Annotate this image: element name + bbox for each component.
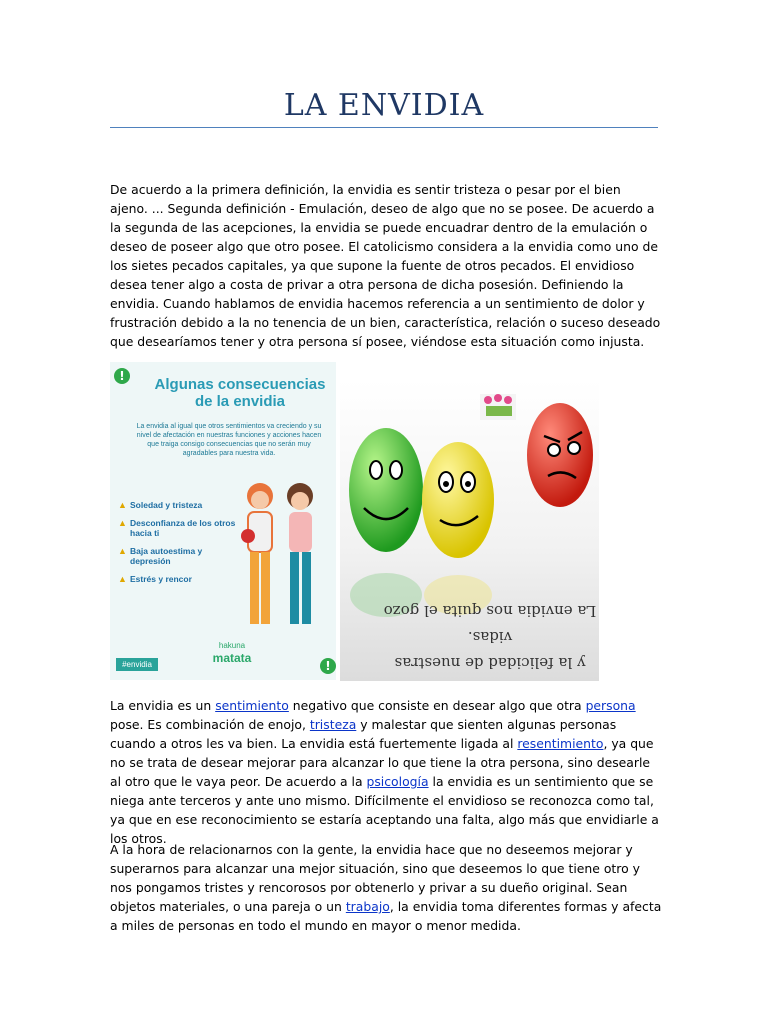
link-persona[interactable]: persona	[585, 698, 636, 713]
brand-logo: hakuna matata	[212, 641, 252, 665]
envy-emoji-image	[340, 380, 599, 681]
list-item: ▲ Desconfianza de los otros hacia ti	[118, 518, 236, 538]
list-item: ▲ Estrés y rencor	[118, 574, 192, 584]
paragraph-definition: La envidia es un sentimiento negativo que consiste en desear algo que otra persona pose. Es combinación de enojo, tristeza y malestar que sienten algunas personas cuando a otros les va bien. La envidia está fuertemente ligada al resentimiento, ya que no se trata de desear mejorar para alcanzar lo que tiene la otra persona, sino desearle al otro que le vaya peor. De acuerdo a la psicología la envidia es un sentimiento que se niega ante terceros y ante uno mismo. Difícilmente el envidioso se reconozca como tal, ya que en ese reconocimiento se estaría aceptando una falta, algo más que envidiarle a los otros.	[110, 698, 659, 846]
consequences-list	[116, 500, 236, 592]
link-psicologia[interactable]: psicología	[366, 774, 429, 789]
title-underline	[110, 127, 658, 128]
paragraph-intro: De acuerdo a la primera definición, la envidia es sentir tristeza o pesar por el bien ajeno. ... Segunda definición - Emulación, deseo de algo que no se posee. De acuerdo a la segunda de las acepciones, la envidia se puede encuadrar dentro de la emulación o deseo de poseer algo que otro posee. El catolicismo considera a la envidia como uno de los sietes pecados capitales, ya que supone la fuente de otros pecados. El envidioso desea tener algo a costa de privar a otra persona de dicha posesión. Definiendo la envidia. Cuando hablamos de envidia hacemos referencia a un sentimiento de dolor y frustración debido a la no tenencia de un bien, característica, relación o suceso deseado que desearíamos tener y otra persona sí posee, viéndose esta situación como injusta.	[110, 182, 661, 349]
warning-icon: ▲	[118, 518, 127, 528]
link-sentimiento[interactable]: sentimiento	[215, 698, 289, 713]
link-resentimiento[interactable]: resentimiento	[517, 736, 604, 751]
list-item: ▲ Baja autoestima y depresión	[118, 546, 203, 566]
warning-icon: ▲	[118, 500, 127, 510]
document-title: LA ENVIDIA	[283, 88, 485, 123]
paragraph-relationships: A la hora de relacionarnos con la gente, la envidia hace que no deseemos mejorar y superarnos para alcanzar una mejor situación, sino que deseemos lo que tiene otro y nos pongamos tristes y rencorosos por obtenerlo y privar a su dueño original. Sean objetos materiales, o una pareja o un trabajo, la envidia toma diferentes formas y afecta a miles de personas en todo el mundo en mayor o menor medida.	[110, 842, 662, 933]
list-item: ▲ Soledad y tristeza	[118, 500, 203, 510]
link-trabajo[interactable]: trabajo	[345, 899, 390, 914]
warning-icon: ▲	[118, 574, 127, 584]
exclamation-icon: !	[320, 658, 336, 674]
mirrored-caption: y la felicidad de nuestras vidas. La envidia nos quita el gozo	[383, 602, 597, 672]
consequences-infographic	[110, 362, 336, 680]
infographic-heading: Algunas consecuencias de la envidia	[154, 376, 326, 410]
infographic-description: La envidia al igual que otros sentimientos va creciendo y su nivel de afectación en nuestras funciones y acciones hacen que traiga consigo consecuencias que no serán muy agradables para nuestra vida.	[136, 423, 322, 457]
women-illustration	[232, 474, 332, 644]
hashtag-badge: #envidia	[116, 658, 158, 671]
exclamation-icon: !	[114, 368, 130, 384]
warning-icon: ▲	[118, 546, 127, 556]
link-tristeza[interactable]: tristeza	[309, 717, 357, 732]
